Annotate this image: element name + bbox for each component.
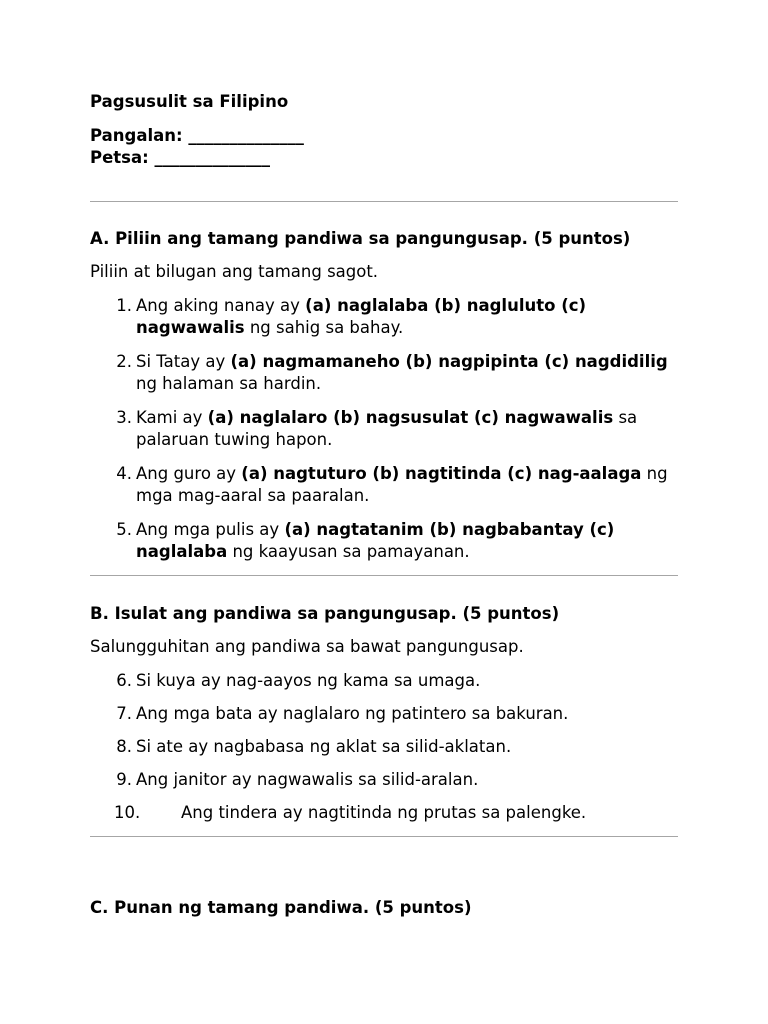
item-number: 2. (116, 352, 132, 371)
item-prefix: Ang guro ay (136, 464, 242, 483)
item-suffix: ng kaayusan sa pamayanan. (227, 542, 470, 561)
section-a-instruction: Piliin at bilugan ang tamang sagot. (90, 262, 379, 281)
divider (90, 575, 678, 576)
item-number: 10. (114, 803, 141, 822)
item-text: Si kuya ay nag-aayos ng kama sa umaga. (136, 671, 481, 690)
name-field-label: Pangalan: ______________ (90, 126, 304, 145)
section-b-instruction: Salungguhitan ang pandiwa sa bawat pangungusap. (90, 637, 524, 656)
divider (90, 201, 678, 202)
item-suffix: ng halaman sa hardin. (136, 374, 322, 393)
page-title: Pagsusulit sa Filipino (90, 92, 289, 111)
section-b-heading: B. Isulat ang pandiwa sa pangungusap. (5 puntos) (90, 604, 560, 623)
item-prefix: Si Tatay ay (136, 352, 231, 371)
item-suffix: sa palaruan tuwing hapon. (136, 408, 638, 449)
item-suffix: ng mga mag-aaral sa paaralan. (136, 464, 668, 505)
item-number: 1. (116, 296, 132, 315)
item-text (136, 295, 681, 339)
item-prefix: Ang aking nanay ay (136, 296, 306, 315)
item-prefix: Kami ay (136, 408, 208, 427)
item-number: 4. (116, 464, 132, 483)
item-text: Ang tindera ay nagtitinda ng prutas sa palengke. (181, 803, 587, 822)
item-choices: (a) naglalaro (b) nagsusulat (c) nagwawalis (207, 408, 614, 427)
item-number: 7. (116, 704, 132, 723)
item-text (136, 463, 681, 507)
date-field-label: Petsa: ______________ (90, 148, 270, 167)
item-choices: (a) nagtuturo (b) nagtitinda (c) nag-aalaga (241, 464, 642, 483)
item-text: Ang mga bata ay naglalaro ng patintero sa bakuran. (136, 704, 569, 723)
item-text (136, 351, 681, 395)
item-choices: (a) nagmamaneho (b) nagpipinta (c) nagdidilig (230, 352, 668, 371)
section-a-heading: A. Piliin ang tamang pandiwa sa pangungusap. (5 puntos) (90, 229, 631, 248)
item-number: 5. (116, 520, 132, 539)
item-text: Si ate ay nagbabasa ng aklat sa silid-aklatan. (136, 737, 512, 756)
item-choices: (a) naglalaba (b) nagluluto (c) nagwawalis (136, 296, 587, 337)
item-text (136, 519, 681, 563)
item-text (136, 407, 681, 451)
item-suffix: ng sahig sa bahay. (244, 318, 404, 337)
item-number: 9. (116, 770, 132, 789)
item-prefix: Ang mga pulis ay (136, 520, 285, 539)
item-text: Ang janitor ay nagwawalis sa silid-aralan. (136, 770, 479, 789)
section-c-heading: C. Punan ng tamang pandiwa. (5 puntos) (90, 898, 472, 917)
divider (90, 836, 678, 837)
item-choices: (a) nagtatanim (b) nagbabantay (c) naglalaba (136, 520, 615, 561)
item-number: 3. (116, 408, 132, 427)
item-number: 8. (116, 737, 132, 756)
item-number: 6. (116, 671, 132, 690)
